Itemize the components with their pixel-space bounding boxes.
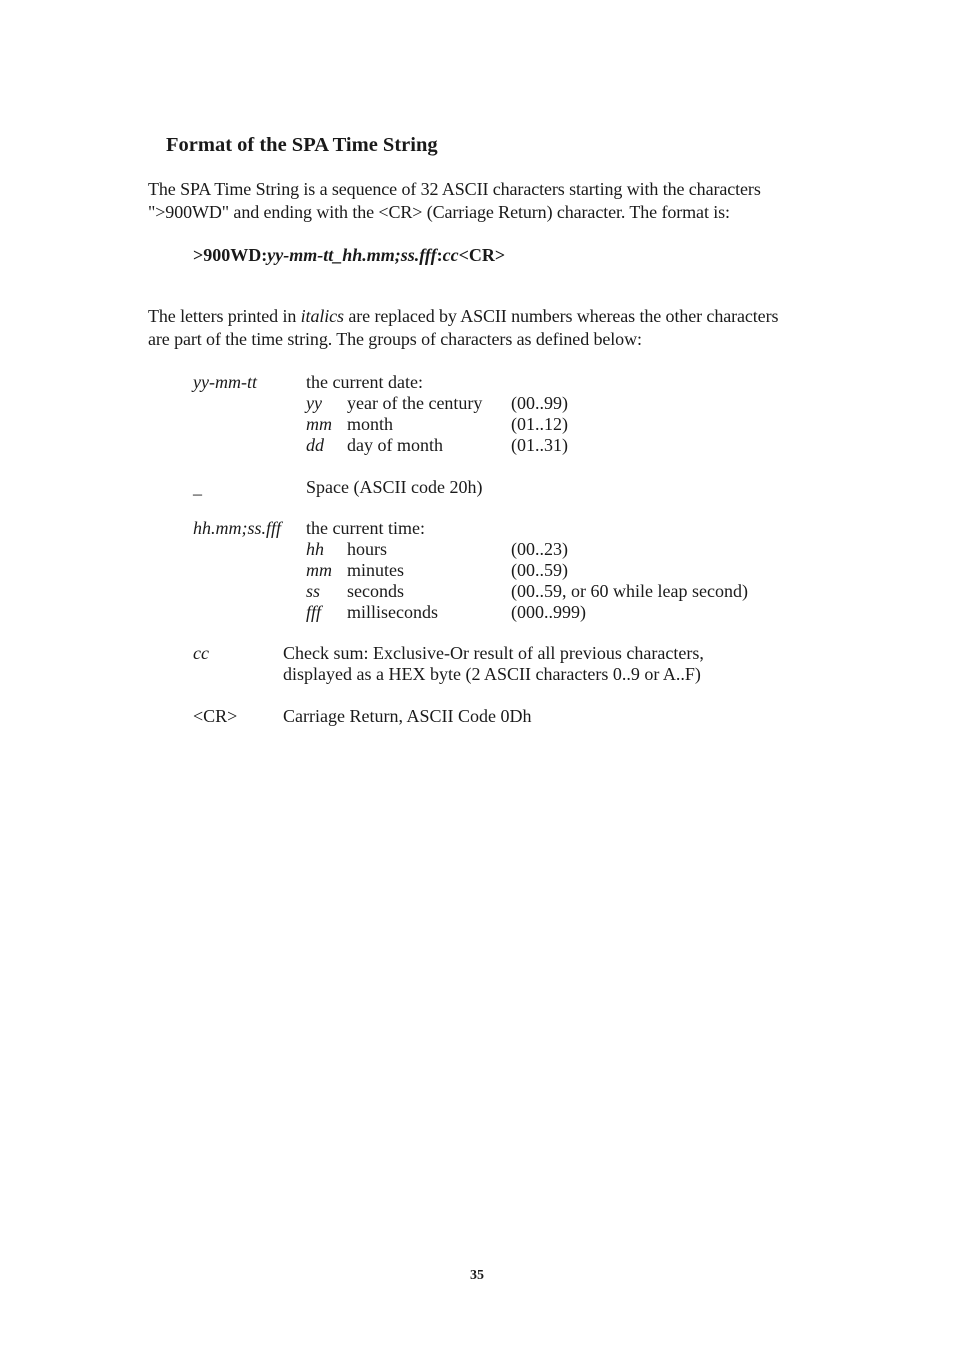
letters-pre: The letters printed in (148, 306, 301, 326)
field-name: year of the century (347, 393, 483, 413)
field-name: month (347, 414, 394, 434)
field-name: hours (347, 539, 387, 559)
field-range: (00..99) (511, 393, 568, 413)
field-code: dd (306, 435, 324, 455)
format-suffix: <CR> (458, 245, 506, 265)
intro-line-1: The SPA Time String is a sequence of 32 ASCII characters starting with the characters (148, 179, 761, 199)
field-name: milliseconds (347, 602, 438, 622)
field-name: seconds (347, 581, 404, 601)
definition-term: yy-mm-tt (193, 372, 257, 392)
definition-term: _ (193, 477, 202, 497)
definition-description-line-2: displayed as a HEX byte (2 ASCII characters 0..9 or A..F) (283, 664, 701, 684)
definition-term: <CR> (193, 706, 238, 726)
field-code: mm (306, 414, 332, 434)
field-code: ss (306, 581, 321, 601)
field-range: (000..999) (511, 602, 586, 622)
field-code: yy (306, 393, 322, 413)
field-code: mm (306, 560, 332, 580)
field-range: (00..23) (511, 539, 568, 559)
field-code: hh (306, 539, 324, 559)
letters-italic-word: italics (300, 306, 344, 326)
field-range: (01..12) (511, 414, 568, 434)
format-prefix: >900WD: (193, 245, 268, 265)
section-heading: Format of the SPA Time String (166, 134, 438, 156)
format-string (193, 245, 505, 266)
format-checksum: cc (442, 245, 459, 265)
field-range: (00..59) (511, 560, 568, 580)
definition-description-line-1: Check sum: Exclusive-Or result of all previous characters, (283, 643, 704, 663)
letters-paragraph (148, 305, 828, 351)
definition-term: cc (193, 643, 209, 663)
letters-post: are replaced by ASCII numbers whereas the other characters (343, 306, 779, 326)
intro-line-2: ">900WD" and ending with the <CR> (Carriage Return) character. The format is: (148, 202, 730, 222)
field-range: (00..59, or 60 while leap second) (511, 581, 748, 601)
field-name: day of month (347, 435, 443, 455)
format-fields: yy-mm-tt_hh.mm;ss.fff (267, 245, 437, 265)
field-code: fff (306, 602, 322, 622)
definition-term: hh.mm;ss.fff (193, 518, 282, 538)
definition-description: the current time: (306, 518, 425, 538)
letters-line-2: are part of the time string. The groups of characters as defined below: (148, 329, 642, 349)
field-name: minutes (347, 560, 404, 580)
field-range: (01..31) (511, 435, 568, 455)
definition-description: Carriage Return, ASCII Code 0Dh (283, 706, 532, 726)
page-number: 35 (470, 1268, 484, 1283)
format-colon: : (436, 245, 443, 265)
intro-paragraph (148, 178, 828, 224)
definition-description: the current date: (306, 372, 423, 392)
definition-description: Space (ASCII code 20h) (306, 477, 483, 497)
